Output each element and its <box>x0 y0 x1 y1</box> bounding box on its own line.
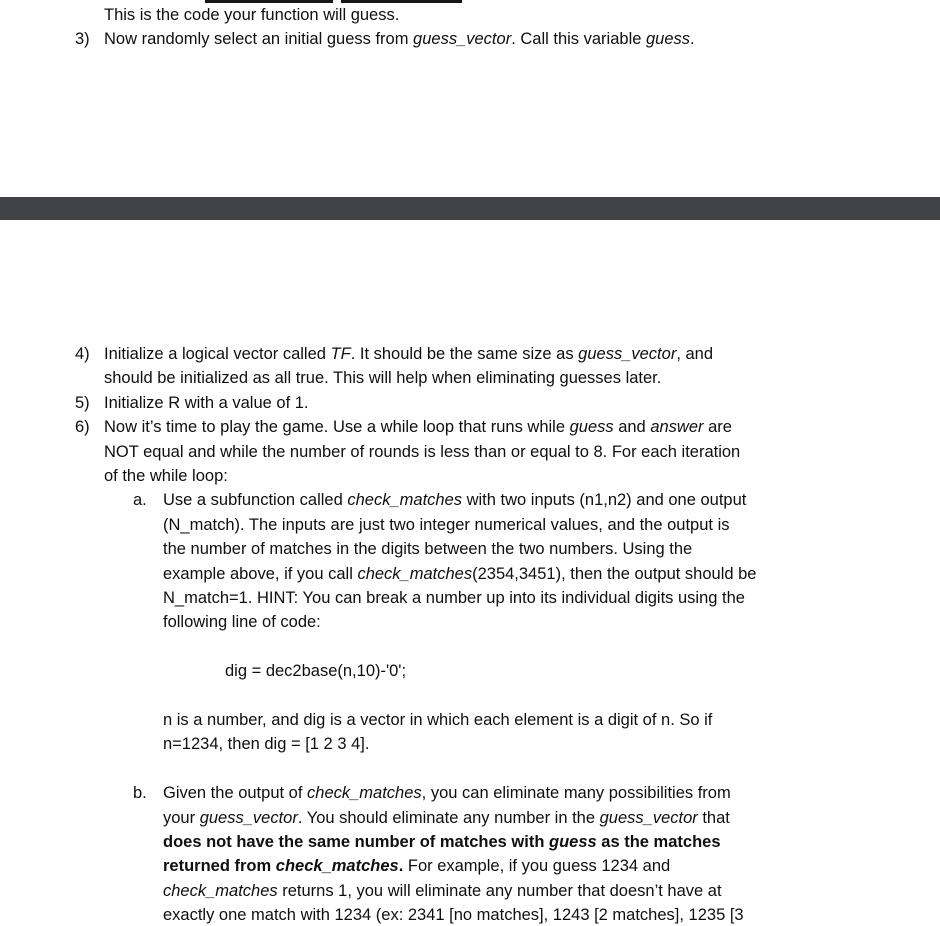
text-run: This is the code your function will guess. <box>104 6 400 24</box>
doc-line <box>0 903 940 926</box>
text-run: Now randomly select an initial guess from <box>104 30 414 49</box>
doc-line <box>0 488 940 512</box>
text-run: check_matches <box>357 564 473 583</box>
text-run: that <box>697 808 730 827</box>
text-run: are <box>703 418 732 437</box>
text-run: (N_match). The inputs are just two integer numerical values, and the output is <box>163 515 730 534</box>
text-run: example above, if you call <box>163 564 358 583</box>
doc-line <box>0 610 940 634</box>
list-marker: a. <box>133 491 147 510</box>
doc-line <box>0 854 940 878</box>
text-run: Initialize R with a value of 1. <box>104 393 309 412</box>
text-run: (2354,3451), then the output should be <box>472 564 757 583</box>
text-run: . You should eliminate any number in the <box>297 808 600 827</box>
text-run: N_match=1. HINT: You can break a number up into its individual digits using the <box>163 589 745 608</box>
text-run: answer <box>650 418 704 437</box>
doc-line <box>0 879 940 903</box>
page-separator-band <box>0 197 940 220</box>
text-run: check_matches <box>307 784 422 803</box>
text-run: following line of code: <box>163 613 321 632</box>
text-run: with two inputs (n1,n2) and one output <box>462 491 747 510</box>
text-run: For example, if you guess 1234 and <box>403 857 671 876</box>
text-run: n is a number, and dig is a vector in which each element is a digit of n. So if <box>163 711 713 730</box>
text-run: . <box>398 857 404 876</box>
doc-line <box>0 830 940 854</box>
doc-line <box>0 391 940 415</box>
text-run: . It should be the same size as <box>350 345 579 363</box>
text-run: guess <box>646 30 691 49</box>
text-run: guess_vector <box>578 345 677 363</box>
doc-line <box>0 806 940 830</box>
text-run: . Call this variable <box>511 30 646 49</box>
doc-line <box>0 562 940 586</box>
doc-line <box>0 27 940 51</box>
text-run: check_matches <box>347 491 463 510</box>
page-1-bottom-content <box>0 3 940 52</box>
doc-line <box>0 513 940 537</box>
text-run: returned from <box>163 857 276 876</box>
list-marker: 6) <box>75 418 90 437</box>
text-run: , you can eliminate many possibilities from <box>421 784 731 803</box>
doc-line <box>0 440 940 464</box>
text-run: Given the output of <box>163 784 308 803</box>
doc-line <box>0 586 940 610</box>
text-run: n=1234, then dig = [1 2 3 4]. <box>163 735 370 754</box>
text-run: Use a subfunction called <box>163 491 348 510</box>
text-run: returns 1, you will eliminate any number that doesn’t have at <box>277 881 722 900</box>
text-run: the number of matches in the digits between the two numbers. Using the <box>163 540 693 559</box>
text-run: does not have the same number of matches with <box>163 833 550 852</box>
list-marker: 4) <box>75 345 90 363</box>
text-run: as the matches <box>596 833 721 852</box>
doc-line <box>0 415 940 439</box>
text-run: dig = dec2base(n,10)-'0'; <box>225 662 407 681</box>
text-run: NOT equal and while the number of rounds is less than or equal to 8. For each iteration <box>104 442 741 461</box>
list-marker: 3) <box>75 30 90 49</box>
text-run: guess_vector <box>599 808 698 827</box>
doc-line <box>0 659 940 683</box>
list-marker: 5) <box>75 393 90 412</box>
list-marker: b. <box>133 784 147 803</box>
doc-line <box>0 366 940 390</box>
text-run: . <box>690 30 695 49</box>
text-run: exactly one match with 1234 (ex: 2341 [no matches], 1243 [2 matches], 1235 [3 <box>163 906 744 925</box>
text-run: check_matches <box>163 881 278 900</box>
text-run: should be initialized as all true. This will help when eliminating guesses later. <box>104 369 662 388</box>
text-run: guess_vector <box>199 808 298 827</box>
text-run: guess_vector <box>413 30 512 49</box>
text-run: check_matches <box>275 857 399 876</box>
text-run: Initialize a logical vector called <box>104 345 331 363</box>
doc-line <box>0 537 940 561</box>
text-run: and <box>613 418 651 437</box>
text-run: of the while loop: <box>104 467 228 486</box>
text-run: TF <box>330 345 351 363</box>
page-2-top-content <box>0 342 940 926</box>
text-run: guess <box>549 833 597 852</box>
doc-line <box>0 708 940 732</box>
doc-line <box>0 342 940 366</box>
text-run: Now it’s time to play the game. Use a while loop that runs while <box>104 418 570 437</box>
doc-line <box>0 781 940 805</box>
doc-line <box>0 3 940 27</box>
doc-line <box>0 732 940 756</box>
text-run: your <box>163 808 200 827</box>
text-run: , and <box>676 345 714 363</box>
text-run: guess <box>569 418 614 437</box>
doc-line <box>0 464 940 488</box>
